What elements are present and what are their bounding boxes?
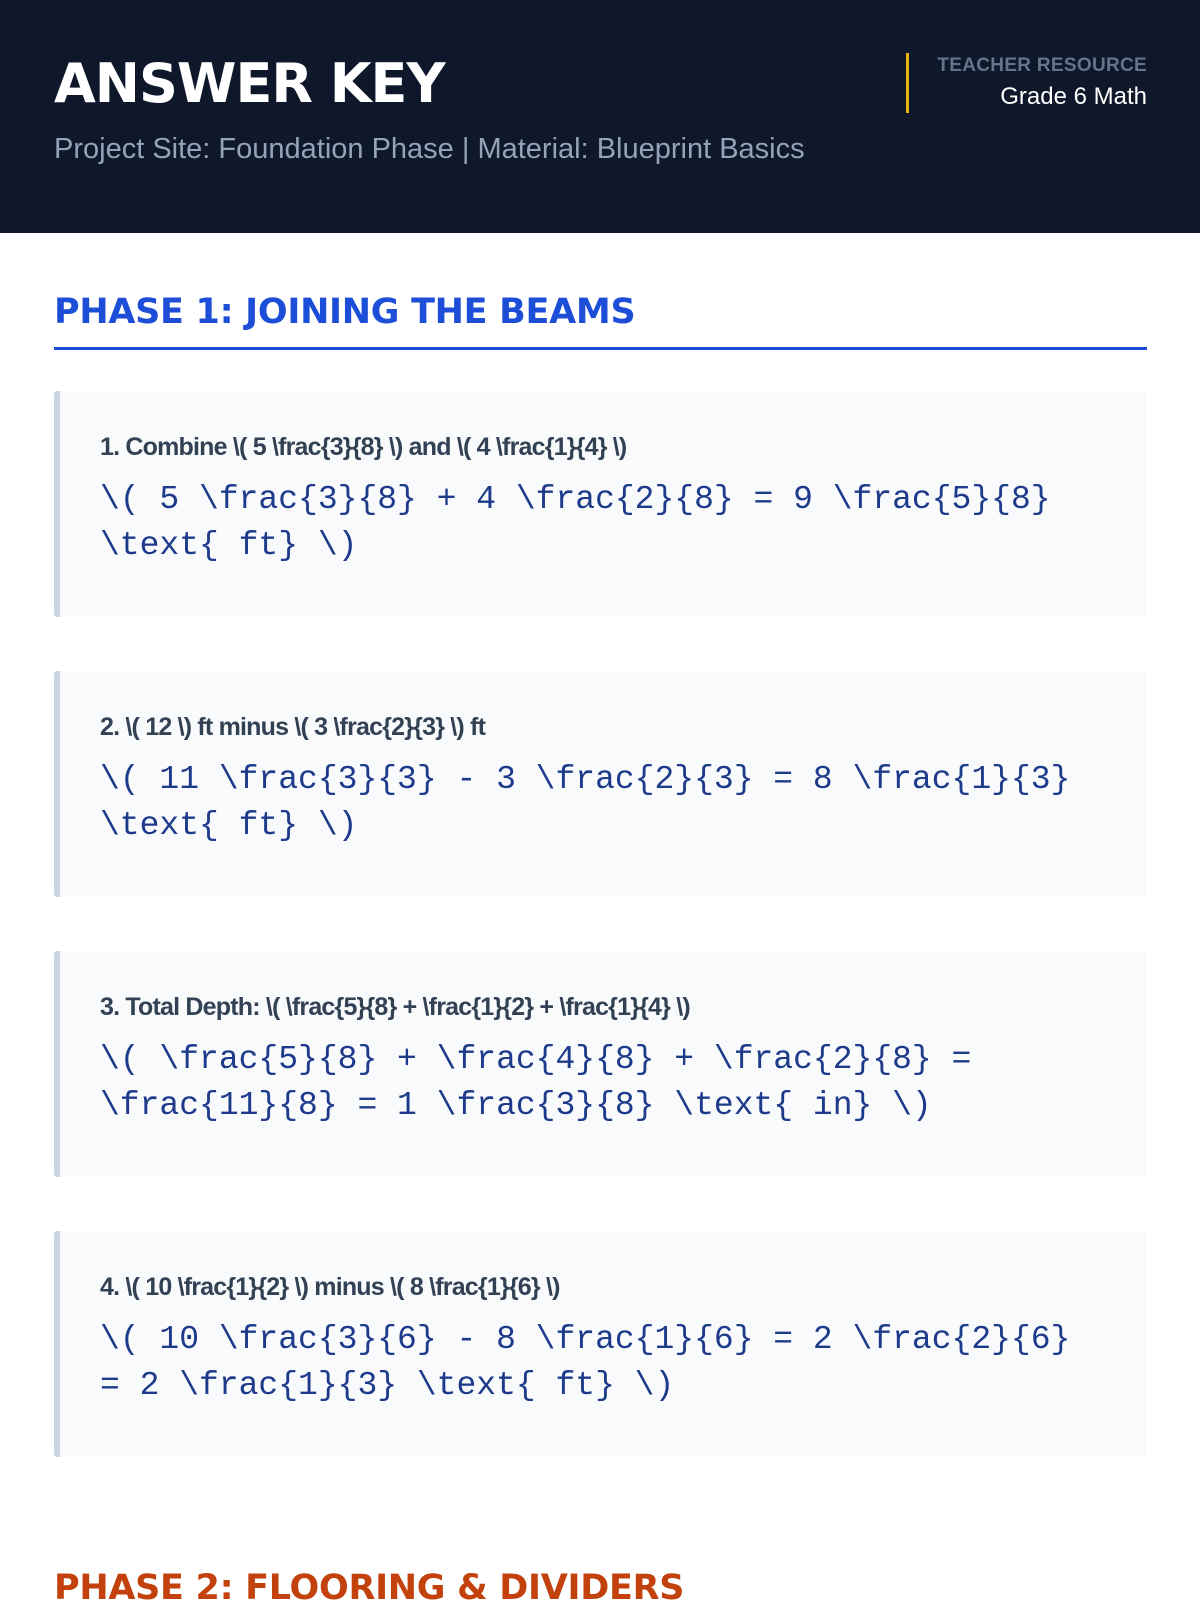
problem-answer: \( 11 \frac{3}{3} - 3 \frac{2}{3} = 8 \frac{1}{3} \text{ ft} \) (100, 761, 1071, 844)
resource-value: Grade 6 Math (1000, 83, 1147, 110)
page-title: ANSWER KEY (54, 52, 445, 115)
problem-card-2 (54, 671, 1147, 897)
resource-label: TEACHER RESOURCE (937, 55, 1147, 76)
problem-card-3 (54, 951, 1147, 1177)
problem-question: 1. Combine \( 5 \frac{3}{8} \) and \( 4 \frac{1}{4} \) (100, 433, 627, 461)
problem-answer: \( 5 \frac{3}{8} + 4 \frac{2}{8} = 9 \frac{5}{8} \text{ ft} \) (100, 481, 1051, 564)
resource-badge (906, 53, 1147, 113)
phase1-divider (54, 347, 1147, 350)
problem-question: 3. Total Depth: \( \frac{5}{8} + \frac{1}{2} + \frac{1}{4} \) (100, 993, 690, 1021)
page-subtitle: Project Site: Foundation Phase | Material: Blueprint Basics (54, 133, 805, 165)
header (0, 0, 1200, 233)
problem-answer: \( \frac{5}{8} + \frac{4}{8} + \frac{2}{8} = \frac{11}{8} = 1 \frac{3}{8} \text{ in} \) (100, 1041, 972, 1124)
problem-question: 4. \( 10 \frac{1}{2} \) minus \( 8 \frac{1}{6} \) (100, 1273, 560, 1301)
problem-card-1 (54, 391, 1147, 617)
problem-answer: \( 10 \frac{3}{6} - 8 \frac{1}{6} = 2 \frac{2}{6} = 2 \frac{1}{3} \text{ ft} \) (100, 1321, 1071, 1404)
problem-card-4 (54, 1231, 1147, 1457)
problem-question: 2. \( 12 \) ft minus \( 3 \frac{2}{3} \) ft (100, 713, 486, 741)
phase2-title: PHASE 2: FLOORING & DIVIDERS (54, 1568, 685, 1608)
phase1-title: PHASE 1: JOINING THE BEAMS (54, 292, 636, 332)
